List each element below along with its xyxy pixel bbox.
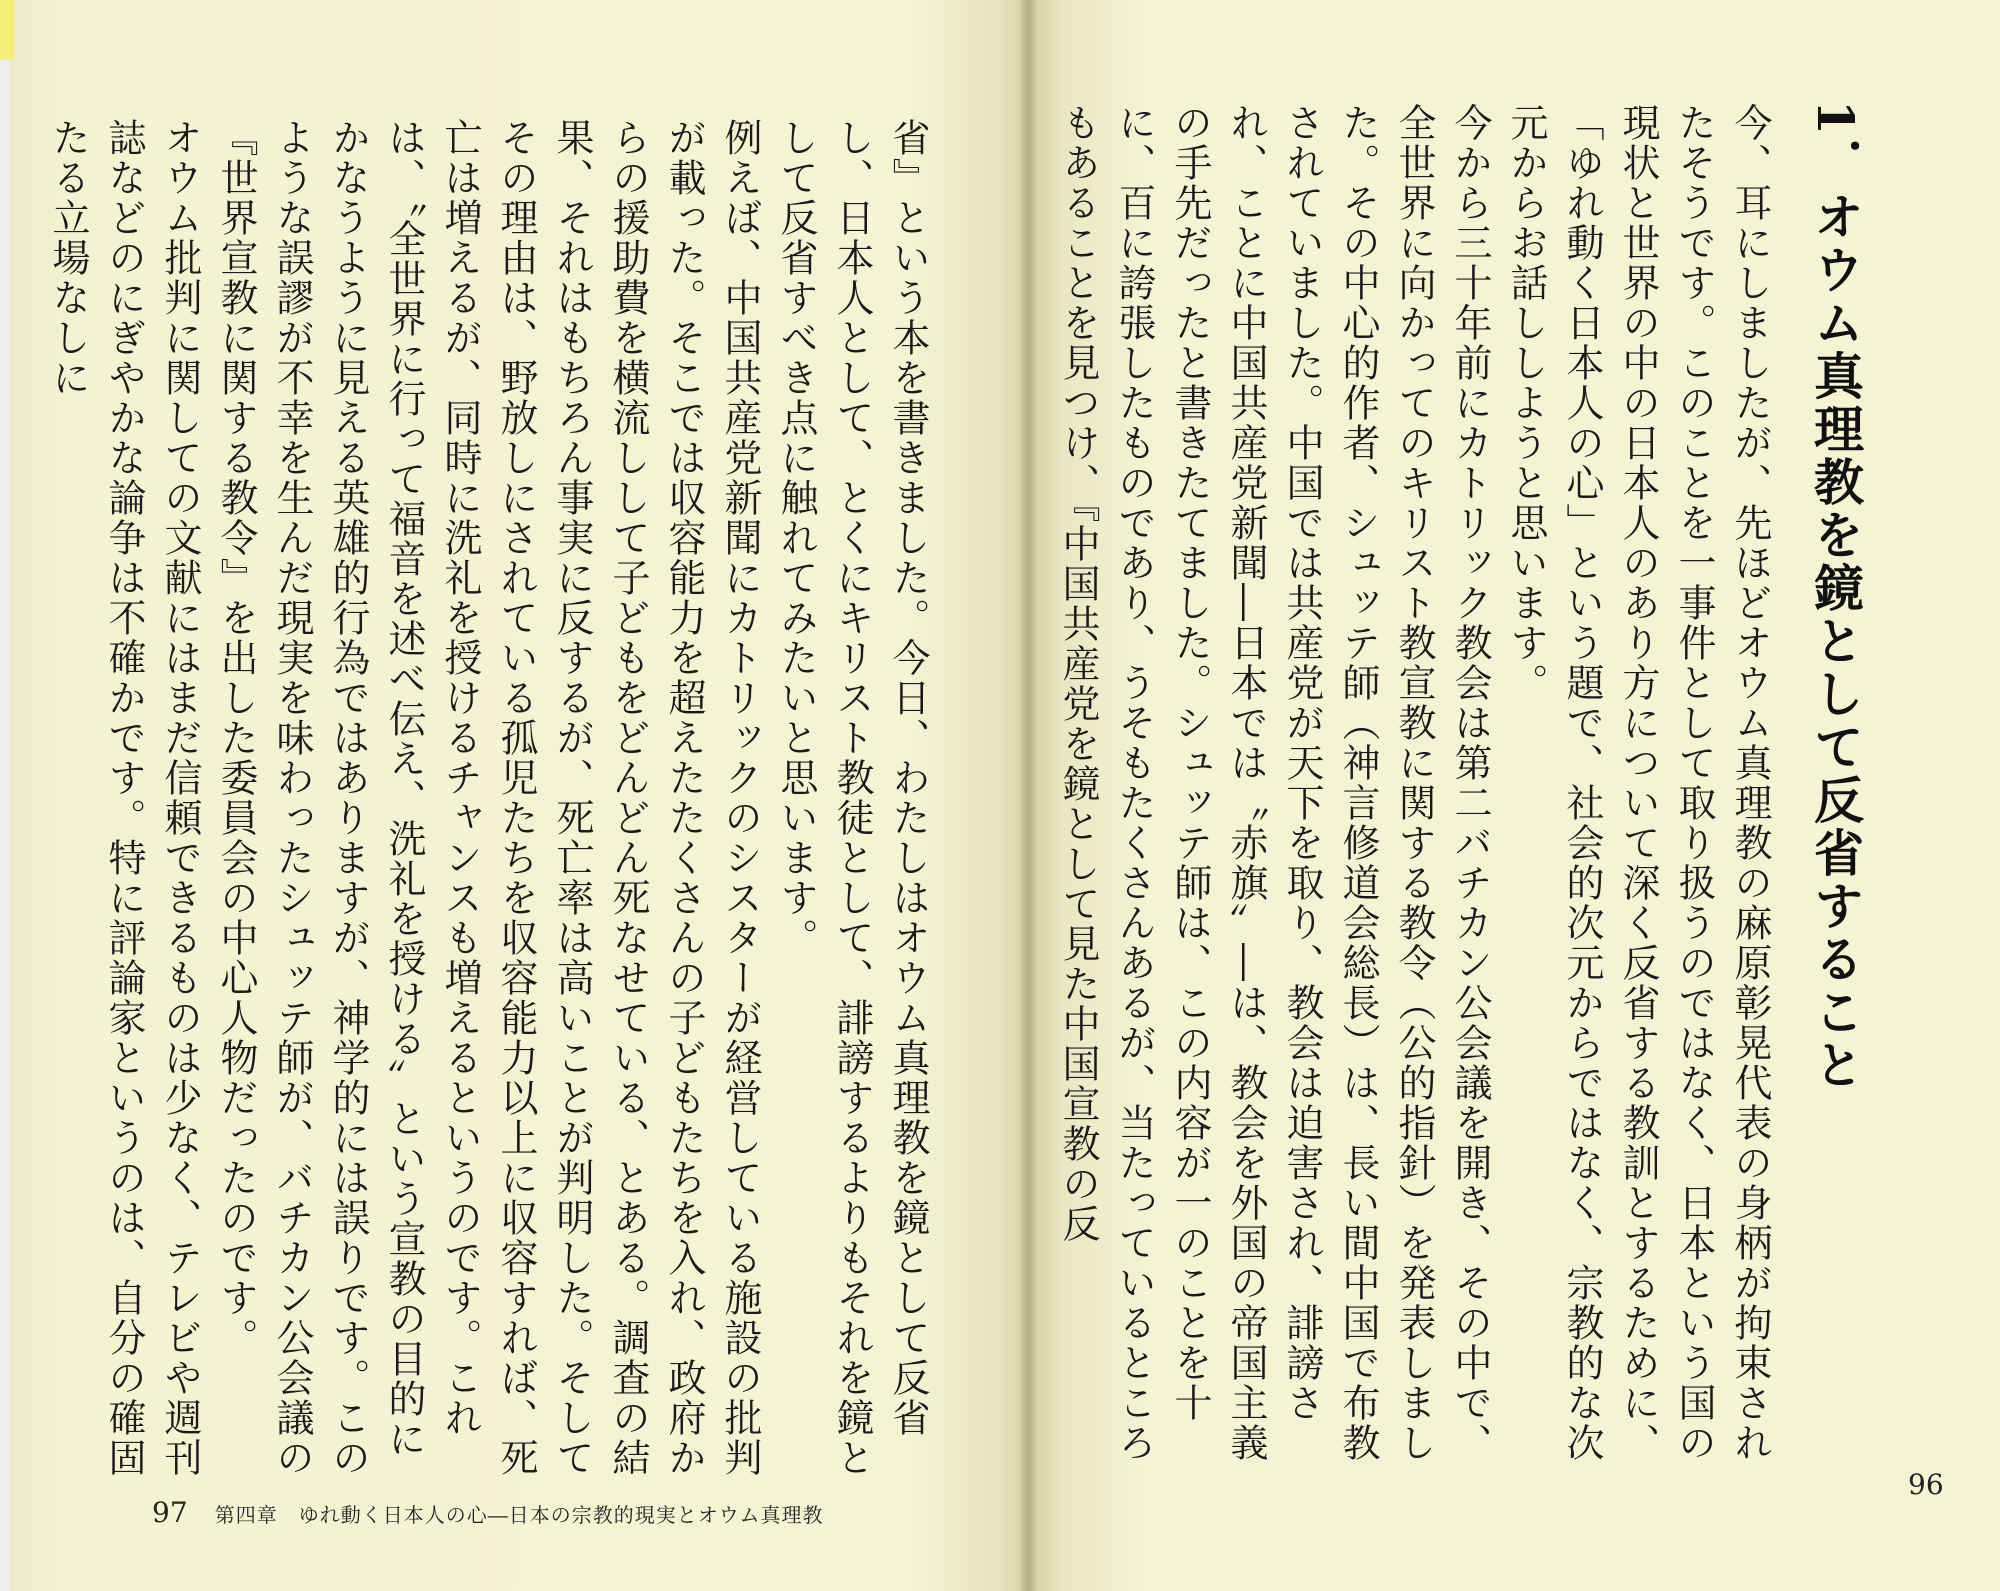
book-gutter — [1018, 0, 1038, 1591]
paragraph: 省』という本を書きました。今日、わたしはオウム真理教を鏡として反省し、日本人として、とくにキリスト教徒として、誹謗するよりもそれを鏡として反省すべき点に触れてみたいと思います。 — [774, 118, 930, 1478]
page-number-left: 97 — [152, 1496, 188, 1529]
left-page-body — [46, 118, 936, 1478]
left-page-footer — [152, 1496, 824, 1529]
page-number-right: 96 — [1908, 1468, 1944, 1501]
paragraph: 例えば、中国共産党新聞にカトリックのシスターが経営している施設の批判が載った。そこでは収容能力を超えたたくさんの子どもたちを入れ、政府からの援助費を横流しして子どもをどんどん死なせている、とある。調査の結果、それはもちろん事実に反するが、死亡率は高いことが判明した。そしてその理由は、野放しにされている孤児たちを収容能力以上に収容すれば、死亡は増えるが、同時に洗礼を授けるチャンスも増えるというのです。これは、〝全世界に行って福音を述べ伝え、洗礼を授ける〟という宣教の目的にかなうように見える英雄的行為ではありますが、神学的には誤りです。このような誤謬が不幸を生んだ現実を味わったシュッテ師が、バチカン公会議の『世界宣教に関する教令』を出した委員会の中心人物だったのです。 — [214, 118, 762, 1478]
section-heading: 1．オウム真理教を鏡として反省すること — [1806, 100, 1865, 1092]
paragraph: 今から三十年前にカトリック教会は第二バチカン公会議を開き、その中で、全世界に向かってのキリスト教宣教に関する教令（公的指針）を発表しました。その中心的作者、シュッテ師（神言修道会総長）は、長い間中国で布教されていました。中国では共産党が天下を取り、教会は迫害され、誹謗され、ことに中国共産党新聞―日本では〝赤旗〟―は、教会を外国の帝国主義の手先だったと書きたてました。シュッテ師は、この内容が一のことを十に、百に誇張したものであり、うそもたくさんあるが、当たっているところもあることを見つけ、『中国共産党を鏡として見た中国宣教の反 — [1056, 103, 1492, 1463]
right-page-body — [1056, 103, 1778, 1463]
paragraph: 今、耳にしましたが、先ほどオウム真理教の麻原彰晃代表の身柄が拘束されたそうです。このことを一事件として取り扱うのではなく、日本という国の現状と世界の中の日本人のあり方について深く反省する教訓とするために、「ゆれ動く日本人の心」という題で、社会的次元からではなく、宗教的な次元からお話ししようと思います。 — [1504, 103, 1772, 1463]
paragraph: オウム批判に関しての文献にはまだ信頼できるものは少なく、テレビや週刊誌などのにぎやかな論争は不確かです。特に評論家というのは、自分の確固たる立場なしに — [46, 118, 202, 1478]
running-head: 第四章 ゆれ動く日本人の心―日本の宗教的現実とオウム真理教 — [214, 1503, 824, 1527]
sticky-note-tab — [0, 0, 14, 60]
